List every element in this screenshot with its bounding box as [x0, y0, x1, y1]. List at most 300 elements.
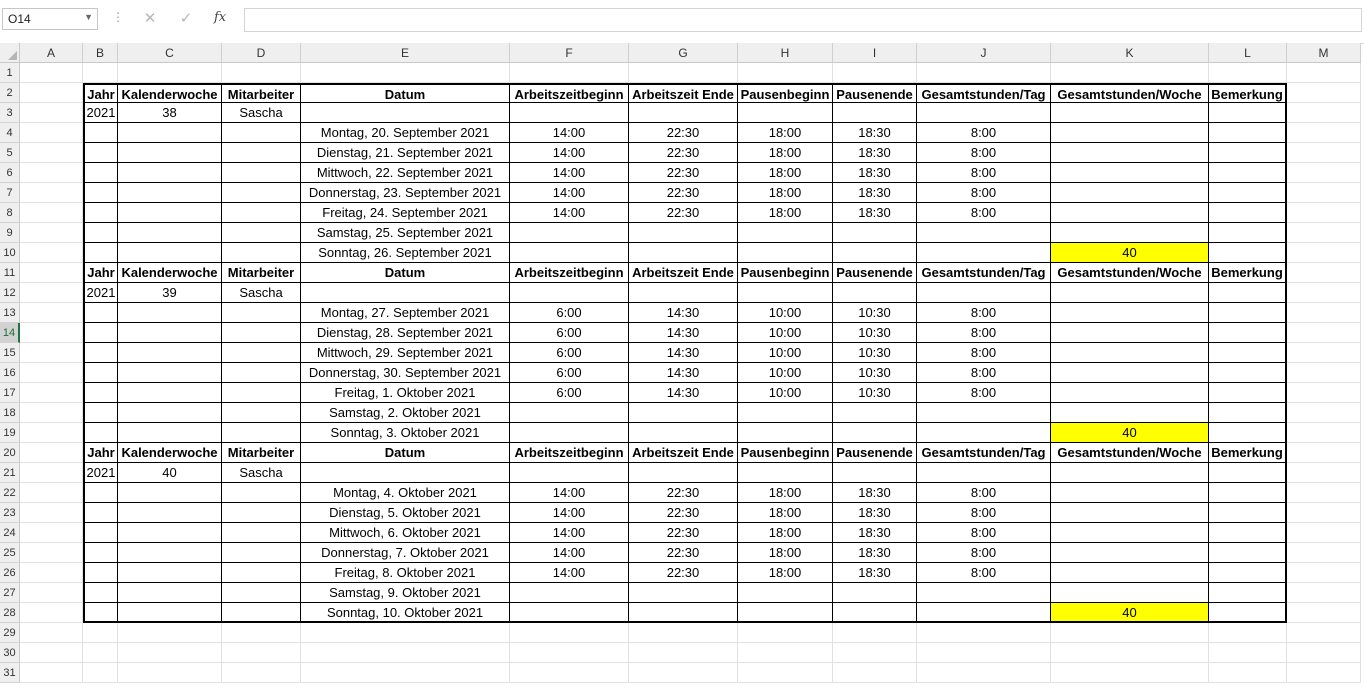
row-header-16[interactable]: 16: [0, 363, 20, 383]
cell-b19[interactable]: [83, 423, 118, 443]
cell-f8[interactable]: [510, 203, 629, 223]
cell-l19[interactable]: [1209, 423, 1287, 443]
cell-e21[interactable]: [301, 463, 510, 483]
cell-e14[interactable]: [301, 323, 510, 343]
cell-c11[interactable]: [118, 263, 222, 283]
cell-c18[interactable]: [118, 403, 222, 423]
cell-f2[interactable]: [510, 83, 629, 103]
cell-g20[interactable]: [629, 443, 738, 463]
row-header-24[interactable]: 24: [0, 523, 20, 543]
cell-m25[interactable]: [1287, 543, 1361, 563]
cell-k2[interactable]: [1051, 83, 1209, 103]
cell-l24[interactable]: [1209, 523, 1287, 543]
cell-d14[interactable]: [222, 323, 301, 343]
cell-i22[interactable]: [833, 483, 917, 503]
cell-h5[interactable]: [738, 143, 833, 163]
cell-h31[interactable]: [738, 663, 833, 683]
row-header-23[interactable]: 23: [0, 503, 20, 523]
cell-l17[interactable]: [1209, 383, 1287, 403]
row-header-11[interactable]: 11: [0, 263, 20, 283]
cell-l9[interactable]: [1209, 223, 1287, 243]
row-header-30[interactable]: 30: [0, 643, 20, 663]
cell-i28[interactable]: [833, 603, 917, 623]
cell-k16[interactable]: [1051, 363, 1209, 383]
cell-i27[interactable]: [833, 583, 917, 603]
cell-g19[interactable]: [629, 423, 738, 443]
cell-a1[interactable]: [20, 63, 83, 83]
cell-i8[interactable]: [833, 203, 917, 223]
cell-j24[interactable]: [917, 523, 1051, 543]
cell-e4[interactable]: [301, 123, 510, 143]
cell-b16[interactable]: [83, 363, 118, 383]
row-header-10[interactable]: 10: [0, 243, 20, 263]
cell-m18[interactable]: [1287, 403, 1361, 423]
cell-c30[interactable]: [118, 643, 222, 663]
cell-l11[interactable]: [1209, 263, 1287, 283]
cell-j29[interactable]: [917, 623, 1051, 643]
cell-a6[interactable]: [20, 163, 83, 183]
cell-i15[interactable]: [833, 343, 917, 363]
cell-b17[interactable]: [83, 383, 118, 403]
cell-g12[interactable]: [629, 283, 738, 303]
cell-j12[interactable]: [917, 283, 1051, 303]
cell-f5[interactable]: [510, 143, 629, 163]
cell-i29[interactable]: [833, 623, 917, 643]
cell-j7[interactable]: [917, 183, 1051, 203]
cell-e15[interactable]: [301, 343, 510, 363]
row-header-13[interactable]: 13: [0, 303, 20, 323]
cell-a12[interactable]: [20, 283, 83, 303]
cell-h24[interactable]: [738, 523, 833, 543]
cell-j27[interactable]: [917, 583, 1051, 603]
cell-g11[interactable]: [629, 263, 738, 283]
cell-j2[interactable]: [917, 83, 1051, 103]
cell-l10[interactable]: [1209, 243, 1287, 263]
insert-function-button[interactable]: fx: [214, 10, 227, 25]
cell-m1[interactable]: [1287, 63, 1361, 83]
cell-f7[interactable]: [510, 183, 629, 203]
cell-e22[interactable]: [301, 483, 510, 503]
name-box[interactable]: [2, 8, 98, 30]
cell-b2[interactable]: [83, 83, 118, 103]
cell-c29[interactable]: [118, 623, 222, 643]
cell-i7[interactable]: [833, 183, 917, 203]
cell-a4[interactable]: [20, 123, 83, 143]
cell-f14[interactable]: [510, 323, 629, 343]
cell-k22[interactable]: [1051, 483, 1209, 503]
cell-b6[interactable]: [83, 163, 118, 183]
cell-a28[interactable]: [20, 603, 83, 623]
cell-b11[interactable]: [83, 263, 118, 283]
row-header-21[interactable]: 21: [0, 463, 20, 483]
cell-c19[interactable]: [118, 423, 222, 443]
row-header-17[interactable]: 17: [0, 383, 20, 403]
cell-f31[interactable]: [510, 663, 629, 683]
cell-f16[interactable]: [510, 363, 629, 383]
cell-d23[interactable]: [222, 503, 301, 523]
cell-d7[interactable]: [222, 183, 301, 203]
cell-d15[interactable]: [222, 343, 301, 363]
more-options-icon[interactable]: ⋮: [112, 10, 124, 24]
cell-c15[interactable]: [118, 343, 222, 363]
cell-a23[interactable]: [20, 503, 83, 523]
cell-g17[interactable]: [629, 383, 738, 403]
cell-m23[interactable]: [1287, 503, 1361, 523]
cell-k6[interactable]: [1051, 163, 1209, 183]
row-header-19[interactable]: 19: [0, 423, 20, 443]
cell-b13[interactable]: [83, 303, 118, 323]
cell-d30[interactable]: [222, 643, 301, 663]
cell-i18[interactable]: [833, 403, 917, 423]
cell-e28[interactable]: [301, 603, 510, 623]
cell-g7[interactable]: [629, 183, 738, 203]
cell-l2[interactable]: [1209, 83, 1287, 103]
cell-g27[interactable]: [629, 583, 738, 603]
cell-j22[interactable]: [917, 483, 1051, 503]
cell-e31[interactable]: [301, 663, 510, 683]
cell-g18[interactable]: [629, 403, 738, 423]
cell-c31[interactable]: [118, 663, 222, 683]
cell-g26[interactable]: [629, 563, 738, 583]
cell-a14[interactable]: [20, 323, 83, 343]
cell-m8[interactable]: [1287, 203, 1361, 223]
column-header-l[interactable]: L: [1209, 43, 1287, 63]
cell-f15[interactable]: [510, 343, 629, 363]
cell-j19[interactable]: [917, 423, 1051, 443]
cell-a9[interactable]: [20, 223, 83, 243]
column-header-i[interactable]: I: [833, 43, 917, 63]
cell-a17[interactable]: [20, 383, 83, 403]
cell-e3[interactable]: [301, 103, 510, 123]
cell-d29[interactable]: [222, 623, 301, 643]
cell-l16[interactable]: [1209, 363, 1287, 383]
cell-e1[interactable]: [301, 63, 510, 83]
row-header-25[interactable]: 25: [0, 543, 20, 563]
cell-d21[interactable]: [222, 463, 301, 483]
cell-h17[interactable]: [738, 383, 833, 403]
cell-b20[interactable]: [83, 443, 118, 463]
cell-g1[interactable]: [629, 63, 738, 83]
cell-e10[interactable]: [301, 243, 510, 263]
cell-i13[interactable]: [833, 303, 917, 323]
row-header-14[interactable]: 14: [0, 323, 20, 343]
cell-j6[interactable]: [917, 163, 1051, 183]
cell-a5[interactable]: [20, 143, 83, 163]
cell-m9[interactable]: [1287, 223, 1361, 243]
cell-k8[interactable]: [1051, 203, 1209, 223]
cell-f13[interactable]: [510, 303, 629, 323]
cell-h4[interactable]: [738, 123, 833, 143]
cell-g22[interactable]: [629, 483, 738, 503]
cell-c17[interactable]: [118, 383, 222, 403]
cell-k26[interactable]: [1051, 563, 1209, 583]
cell-e13[interactable]: [301, 303, 510, 323]
cell-l26[interactable]: [1209, 563, 1287, 583]
cell-g13[interactable]: [629, 303, 738, 323]
cell-h14[interactable]: [738, 323, 833, 343]
cell-h29[interactable]: [738, 623, 833, 643]
cell-e2[interactable]: [301, 83, 510, 103]
cell-j4[interactable]: [917, 123, 1051, 143]
cell-d17[interactable]: [222, 383, 301, 403]
cell-k20[interactable]: [1051, 443, 1209, 463]
column-header-g[interactable]: G: [629, 43, 738, 63]
cell-b15[interactable]: [83, 343, 118, 363]
cell-i19[interactable]: [833, 423, 917, 443]
cell-h22[interactable]: [738, 483, 833, 503]
cell-b30[interactable]: [83, 643, 118, 663]
cell-l1[interactable]: [1209, 63, 1287, 83]
cell-m28[interactable]: [1287, 603, 1361, 623]
cell-g5[interactable]: [629, 143, 738, 163]
cell-h3[interactable]: [738, 103, 833, 123]
cell-j9[interactable]: [917, 223, 1051, 243]
cell-j26[interactable]: [917, 563, 1051, 583]
cell-f22[interactable]: [510, 483, 629, 503]
cell-h10[interactable]: [738, 243, 833, 263]
cell-m14[interactable]: [1287, 323, 1361, 343]
row-header-20[interactable]: 20: [0, 443, 20, 463]
cell-d2[interactable]: [222, 83, 301, 103]
cell-i12[interactable]: [833, 283, 917, 303]
cell-c6[interactable]: [118, 163, 222, 183]
cell-m12[interactable]: [1287, 283, 1361, 303]
cell-e19[interactable]: [301, 423, 510, 443]
cell-e6[interactable]: [301, 163, 510, 183]
cell-j11[interactable]: [917, 263, 1051, 283]
cell-c16[interactable]: [118, 363, 222, 383]
cell-i6[interactable]: [833, 163, 917, 183]
row-header-2[interactable]: 2: [0, 83, 20, 103]
cell-d31[interactable]: [222, 663, 301, 683]
cell-m29[interactable]: [1287, 623, 1361, 643]
cell-g3[interactable]: [629, 103, 738, 123]
cell-c28[interactable]: [118, 603, 222, 623]
cell-e5[interactable]: [301, 143, 510, 163]
cell-d13[interactable]: [222, 303, 301, 323]
cell-c8[interactable]: [118, 203, 222, 223]
cell-b25[interactable]: [83, 543, 118, 563]
cell-l18[interactable]: [1209, 403, 1287, 423]
row-header-22[interactable]: 22: [0, 483, 20, 503]
cell-g21[interactable]: [629, 463, 738, 483]
cell-g6[interactable]: [629, 163, 738, 183]
cell-f20[interactable]: [510, 443, 629, 463]
cell-b3[interactable]: [83, 103, 118, 123]
formula-input[interactable]: [244, 8, 1362, 32]
cell-l3[interactable]: [1209, 103, 1287, 123]
cell-e8[interactable]: [301, 203, 510, 223]
column-header-m[interactable]: M: [1287, 43, 1361, 63]
cell-f6[interactable]: [510, 163, 629, 183]
column-header-e[interactable]: E: [301, 43, 510, 63]
cell-l20[interactable]: [1209, 443, 1287, 463]
cell-a7[interactable]: [20, 183, 83, 203]
column-header-h[interactable]: H: [738, 43, 833, 63]
cell-b5[interactable]: [83, 143, 118, 163]
cell-c25[interactable]: [118, 543, 222, 563]
cell-d24[interactable]: [222, 523, 301, 543]
cell-c3[interactable]: [118, 103, 222, 123]
cell-m2[interactable]: [1287, 83, 1361, 103]
row-header-12[interactable]: 12: [0, 283, 20, 303]
cell-d5[interactable]: [222, 143, 301, 163]
cell-l23[interactable]: [1209, 503, 1287, 523]
cell-c13[interactable]: [118, 303, 222, 323]
cell-j13[interactable]: [917, 303, 1051, 323]
cell-d18[interactable]: [222, 403, 301, 423]
cell-e7[interactable]: [301, 183, 510, 203]
cell-h23[interactable]: [738, 503, 833, 523]
cell-i14[interactable]: [833, 323, 917, 343]
cell-i25[interactable]: [833, 543, 917, 563]
column-header-f[interactable]: F: [510, 43, 629, 63]
cell-i9[interactable]: [833, 223, 917, 243]
cell-j18[interactable]: [917, 403, 1051, 423]
cell-a27[interactable]: [20, 583, 83, 603]
cell-b29[interactable]: [83, 623, 118, 643]
cell-e30[interactable]: [301, 643, 510, 663]
cell-d10[interactable]: [222, 243, 301, 263]
cell-b21[interactable]: [83, 463, 118, 483]
cell-f9[interactable]: [510, 223, 629, 243]
cell-k12[interactable]: [1051, 283, 1209, 303]
cell-k18[interactable]: [1051, 403, 1209, 423]
row-header-3[interactable]: 3: [0, 103, 20, 123]
column-header-b[interactable]: B: [83, 43, 118, 63]
cell-l15[interactable]: [1209, 343, 1287, 363]
row-header-27[interactable]: 27: [0, 583, 20, 603]
cell-h1[interactable]: [738, 63, 833, 83]
cell-f21[interactable]: [510, 463, 629, 483]
cell-a29[interactable]: [20, 623, 83, 643]
cell-k29[interactable]: [1051, 623, 1209, 643]
cell-g29[interactable]: [629, 623, 738, 643]
cell-k17[interactable]: [1051, 383, 1209, 403]
chevron-down-icon[interactable]: ▼: [84, 12, 93, 22]
cell-d3[interactable]: [222, 103, 301, 123]
cell-a18[interactable]: [20, 403, 83, 423]
cell-f27[interactable]: [510, 583, 629, 603]
cell-m24[interactable]: [1287, 523, 1361, 543]
row-header-4[interactable]: 4: [0, 123, 20, 143]
cell-l5[interactable]: [1209, 143, 1287, 163]
cell-e25[interactable]: [301, 543, 510, 563]
cell-g2[interactable]: [629, 83, 738, 103]
cell-l6[interactable]: [1209, 163, 1287, 183]
cell-a2[interactable]: [20, 83, 83, 103]
cell-k31[interactable]: [1051, 663, 1209, 683]
cell-g8[interactable]: [629, 203, 738, 223]
cell-g16[interactable]: [629, 363, 738, 383]
cell-a10[interactable]: [20, 243, 83, 263]
cell-h26[interactable]: [738, 563, 833, 583]
cell-d25[interactable]: [222, 543, 301, 563]
row-header-18[interactable]: 18: [0, 403, 20, 423]
cell-i10[interactable]: [833, 243, 917, 263]
row-header-26[interactable]: 26: [0, 563, 20, 583]
cell-m27[interactable]: [1287, 583, 1361, 603]
cell-a8[interactable]: [20, 203, 83, 223]
cell-j17[interactable]: [917, 383, 1051, 403]
cell-j15[interactable]: [917, 343, 1051, 363]
cell-g10[interactable]: [629, 243, 738, 263]
cell-j30[interactable]: [917, 643, 1051, 663]
cell-e26[interactable]: [301, 563, 510, 583]
cell-l13[interactable]: [1209, 303, 1287, 323]
cell-d4[interactable]: [222, 123, 301, 143]
cell-d20[interactable]: [222, 443, 301, 463]
column-header-j[interactable]: J: [917, 43, 1051, 63]
cell-m6[interactable]: [1287, 163, 1361, 183]
cell-l22[interactable]: [1209, 483, 1287, 503]
cell-h25[interactable]: [738, 543, 833, 563]
select-all-button[interactable]: [0, 43, 20, 63]
cell-e9[interactable]: [301, 223, 510, 243]
cell-j21[interactable]: [917, 463, 1051, 483]
cell-h12[interactable]: [738, 283, 833, 303]
cell-c7[interactable]: [118, 183, 222, 203]
cell-l14[interactable]: [1209, 323, 1287, 343]
cell-f3[interactable]: [510, 103, 629, 123]
cell-b10[interactable]: [83, 243, 118, 263]
cell-h30[interactable]: [738, 643, 833, 663]
cell-e18[interactable]: [301, 403, 510, 423]
cell-b4[interactable]: [83, 123, 118, 143]
column-header-d[interactable]: D: [222, 43, 301, 63]
row-header-29[interactable]: 29: [0, 623, 20, 643]
row-header-5[interactable]: 5: [0, 143, 20, 163]
cell-b28[interactable]: [83, 603, 118, 623]
cell-l31[interactable]: [1209, 663, 1287, 683]
cell-f28[interactable]: [510, 603, 629, 623]
cell-f29[interactable]: [510, 623, 629, 643]
cell-k19[interactable]: [1051, 423, 1209, 443]
cell-m13[interactable]: [1287, 303, 1361, 323]
cell-g28[interactable]: [629, 603, 738, 623]
cell-m5[interactable]: [1287, 143, 1361, 163]
cell-a3[interactable]: [20, 103, 83, 123]
cell-d27[interactable]: [222, 583, 301, 603]
cell-d6[interactable]: [222, 163, 301, 183]
cell-m21[interactable]: [1287, 463, 1361, 483]
cell-f30[interactable]: [510, 643, 629, 663]
cell-k15[interactable]: [1051, 343, 1209, 363]
cell-a19[interactable]: [20, 423, 83, 443]
cell-d9[interactable]: [222, 223, 301, 243]
cell-l30[interactable]: [1209, 643, 1287, 663]
cell-h19[interactable]: [738, 423, 833, 443]
cell-a16[interactable]: [20, 363, 83, 383]
cell-g25[interactable]: [629, 543, 738, 563]
cell-a30[interactable]: [20, 643, 83, 663]
cell-i11[interactable]: [833, 263, 917, 283]
cell-m22[interactable]: [1287, 483, 1361, 503]
cell-k24[interactable]: [1051, 523, 1209, 543]
cell-d11[interactable]: [222, 263, 301, 283]
cell-l29[interactable]: [1209, 623, 1287, 643]
cell-l28[interactable]: [1209, 603, 1287, 623]
cell-l8[interactable]: [1209, 203, 1287, 223]
cell-b18[interactable]: [83, 403, 118, 423]
cell-c4[interactable]: [118, 123, 222, 143]
cell-c14[interactable]: [118, 323, 222, 343]
cell-i24[interactable]: [833, 523, 917, 543]
cell-h16[interactable]: [738, 363, 833, 383]
cell-k9[interactable]: [1051, 223, 1209, 243]
cell-l25[interactable]: [1209, 543, 1287, 563]
row-header-15[interactable]: 15: [0, 343, 20, 363]
